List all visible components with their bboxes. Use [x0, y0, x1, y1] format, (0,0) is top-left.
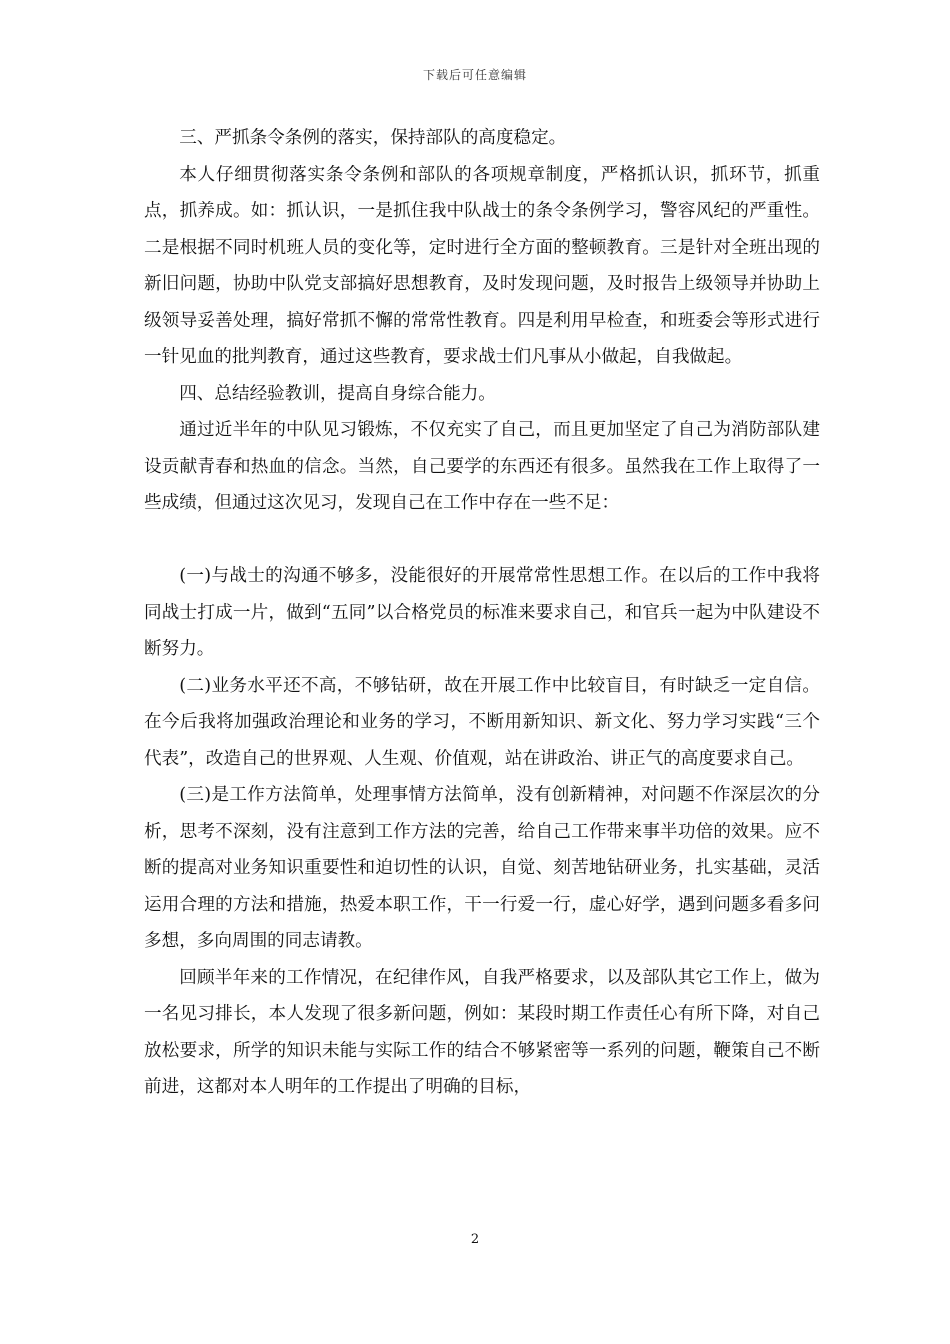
- paragraph: 本人仔细贯彻落实条令条例和部队的各项规章制度，严格抓认识，抓环节，抓重点，抓养成。如：抓认识，一是抓住我中队战士的条令条例学习，警容风纪的严重性。二是根据不同时机班人员的变化等，定时进行全方面的整顿教育。三是针对全班出现的新旧问题，协助中队党支部搞好思想教育，及时发现问题，及时报告上级领导并协助上级领导妥善处理，搞好常抓不懈的常常性教育。四是利用早检查，和班委会等形式进行一针见血的批判教育，通过这些教育，要求战士们凡事从小做起，自我做起。: [144, 164, 820, 367]
- list-item-3: (三)是工作方法简单，处理事情方法简单，没有创新精神，对问题不作深层次的分析，思考不深刻，没有注意到工作方法的完善，给自己工作带来事半功倍的效果。应不断的提高对业务知识重要性和迫切性的认识，自觉、刻苦地钻研业务，扎实基础，灵活运用合理的方法和措施，热爱本职工作，干一行爱一行，虚心好学，遇到问题多看多问多想，多向周围的同志请教。: [144, 785, 820, 951]
- list-item-1: (一)与战士的沟通不够多，没能很好的开展常常性思想工作。在以后的工作中我将同战士打成一片，做到“五同”以合格党员的标准来要求自己，和官兵一起为中队建设不断努力。: [144, 566, 820, 659]
- list-item-2: (二)业务水平还不高，不够钻研，故在开展工作中比较盲目，有时缺乏一定自信。在今后我将加强政治理论和业务的学习，不断用新知识、新文化、努力学习实践“三个代表”，改造自己的世界观、人生观、价值观，站在讲政治、讲正气的高度要求自己。: [144, 675, 820, 769]
- paragraph: 回顾半年来的工作情况，在纪律作风，自我严格要求，以及部队其它工作上，做为一名见习排长，本人发现了很多新问题，例如：某段时期工作责任心有所下降，对自己放松要求，所学的知识未能与实际工作的结合不够紧密等一系列的问题，鞭策自己不断前进，这都对本人明年的工作提出了明确的目标，: [144, 967, 820, 1097]
- page-header: 下载后可任意编辑: [422, 68, 527, 82]
- section-heading-4: 四、总结经验教训，提高自身综合能力。: [179, 383, 496, 404]
- document-body: [144, 120, 820, 1106]
- paragraph-spacer: [144, 522, 820, 559]
- page-number: 2: [470, 1232, 480, 1247]
- section-heading-3: 三、严抓条令条例的落实，保持部队的高度稳定。: [179, 128, 567, 148]
- paragraph: 通过近半年的中队见习锻炼，不仅充实了自己，而且更加坚定了自己为消防部队建设贡献青春和热血的信念。当然，自己要学的东西还有很多。虽然我在工作上取得了一些成绩，但通过这次见习，发现自己在工作中存在一些不足：: [144, 420, 820, 513]
